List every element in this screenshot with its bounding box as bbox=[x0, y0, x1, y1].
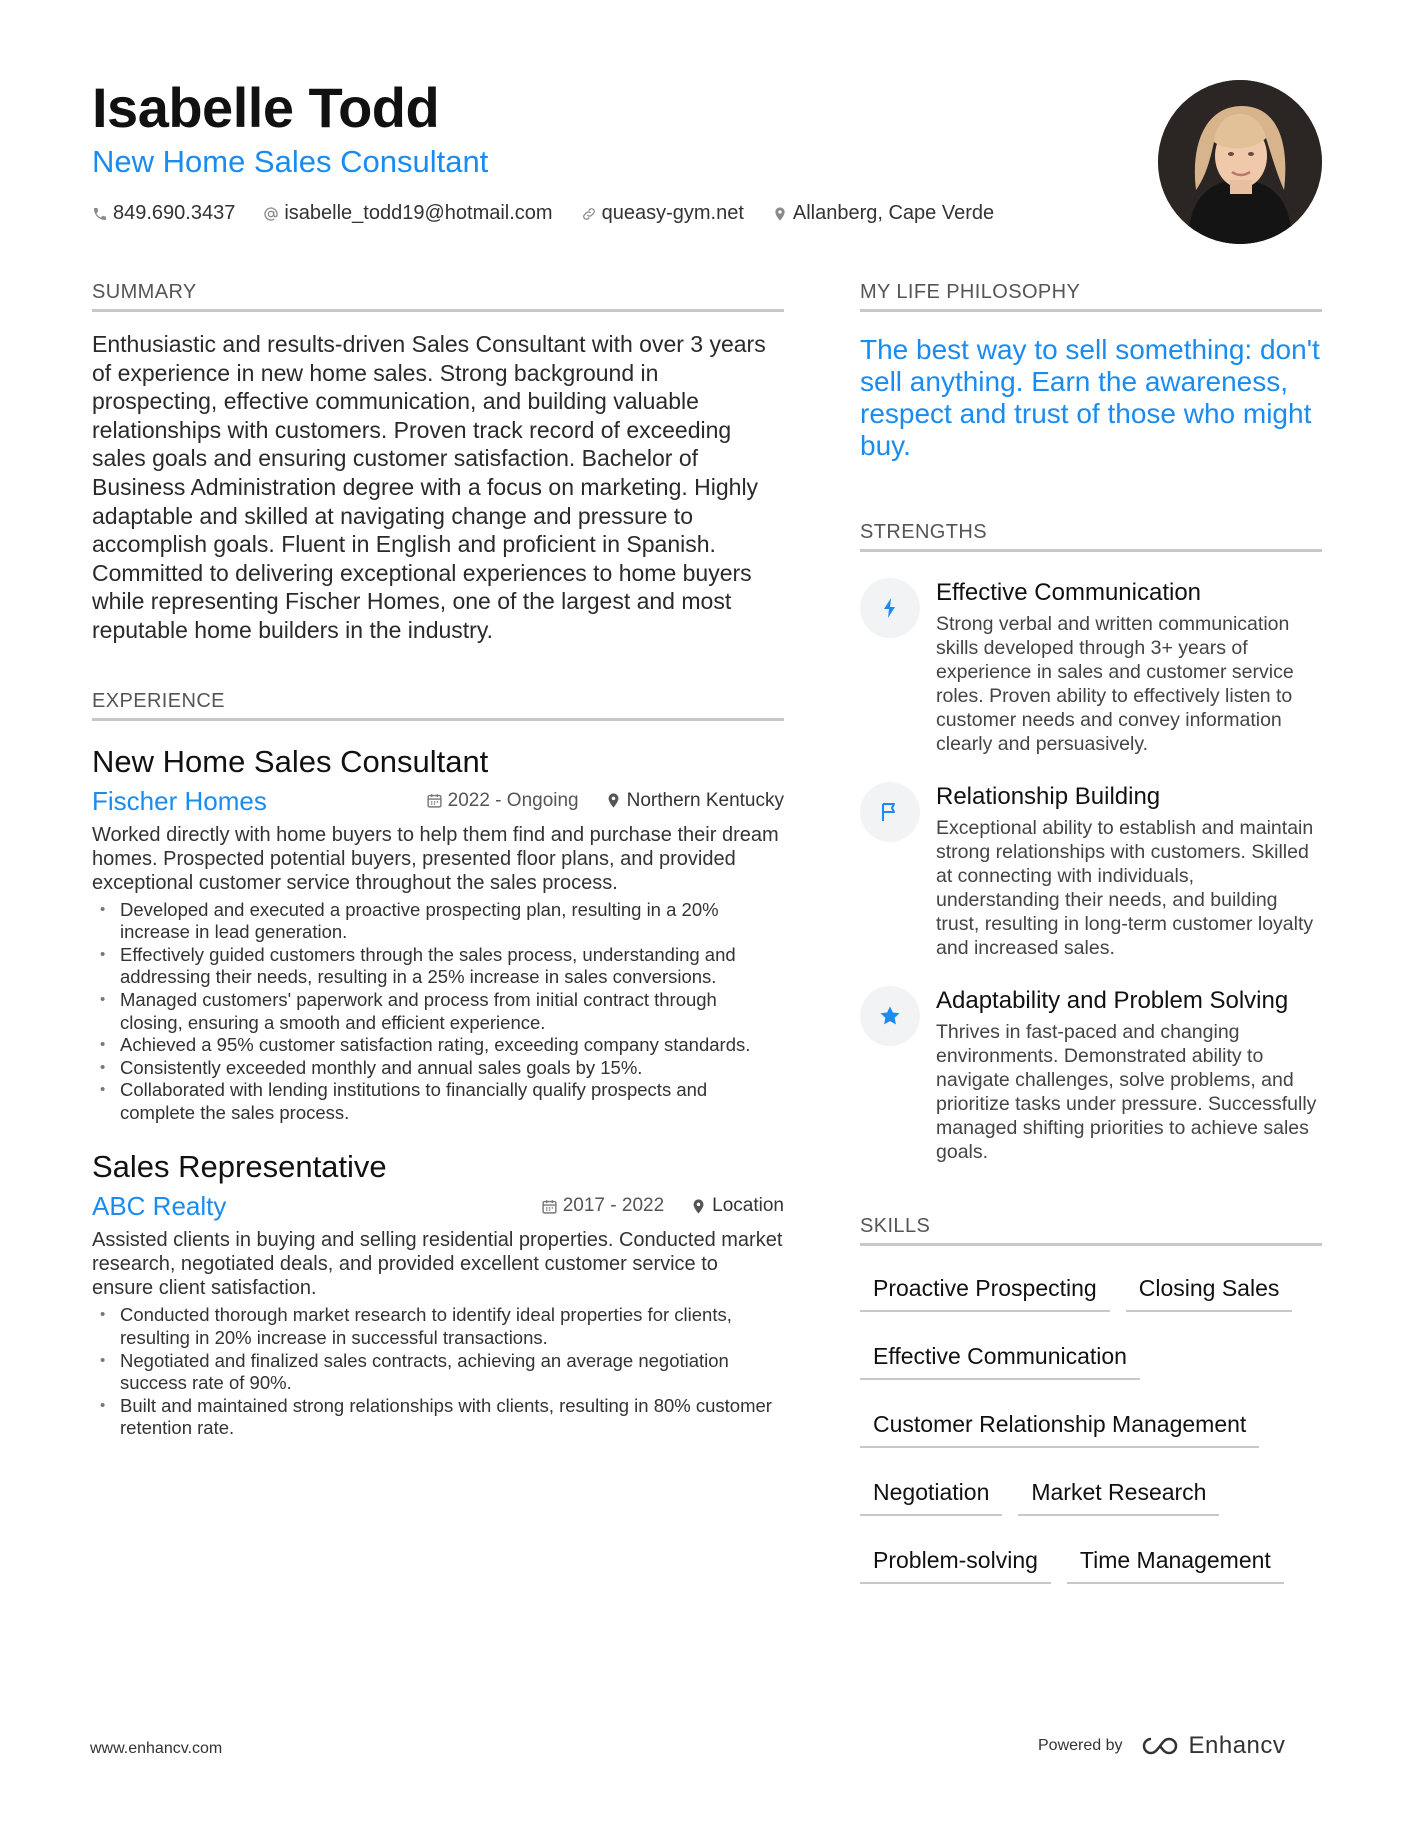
resume-header bbox=[92, 76, 1152, 246]
job-meta-row bbox=[92, 1190, 784, 1222]
philosophy-heading: MY LIFE PHILOSOPHY bbox=[860, 280, 1322, 312]
job-location bbox=[690, 1195, 784, 1217]
achievement-item: • Developed and executed a proactive prospecting plan, resulting in a 20% increase in lead generation. bbox=[92, 899, 784, 944]
strength-body bbox=[936, 782, 1322, 960]
achievement-item: • Managed customers' paperwork and process from initial contract through closing, ensuring a smooth and efficient experience. bbox=[92, 989, 784, 1034]
footer-branding bbox=[1038, 1732, 1285, 1760]
avatar bbox=[1158, 80, 1322, 244]
summary-text: Enthusiastic and results-driven Sales Consultant with over 3 years of experience in new home sales. Strong background in prospecting, effective communication, and building valuable relationships with customers. Proven track record of exceeding sales goals and ensuring customer satisfaction. Bachelor of Business Administration degree with a focus on marketing. Highly adaptable and skilled at navigating change and pressure to accomplish goals. Fluent in English and proficient in Spanish. Committed to delivering exceptional experiences to home buyers while representing Fischer Homes, one of the largest and most reputable home builders in the industry. bbox=[92, 331, 766, 643]
strength-item-communication bbox=[860, 578, 1322, 756]
job-description: Assisted clients in buying and selling residential properties. Conducted market research, negotiated deals, and provided excellent customer service to ensure client satisfaction. bbox=[92, 1229, 783, 1300]
link-icon bbox=[581, 206, 597, 222]
strength-description: Thrives in fast-paced and changing environments. Demonstrated ability to navigate challenges, solve problems, and prioritize tasks under pressure. Successfully managed shifting priorities to achieve sales goals. bbox=[936, 1021, 1317, 1163]
experience-heading: EXPERIENCE bbox=[92, 689, 784, 721]
skill-tag: Customer Relationship Management bbox=[860, 1400, 1259, 1448]
achievement-item: • Consistently exceeded monthly and annual sales goals by 15%. bbox=[92, 1057, 784, 1080]
contact-row bbox=[92, 202, 1152, 225]
website-text: queasy-gym.net bbox=[601, 202, 744, 224]
achievement-item: • Achieved a 95% customer satisfaction rating, exceeding company standards. bbox=[92, 1034, 784, 1057]
job-title: New Home Sales Consultant bbox=[92, 743, 489, 779]
philosophy-quote: The best way to sell something: don't sell anything. Earn the awareness, respect and trust of those who might buy. bbox=[860, 334, 1320, 461]
skill-tag: Problem-solving bbox=[860, 1536, 1051, 1584]
candidate-role: New Home Sales Consultant bbox=[92, 144, 489, 179]
achievement-item: • Collaborated with lending institutions to financially qualify prospects and complete the sales process. bbox=[92, 1079, 784, 1124]
strength-item-adaptability bbox=[860, 986, 1322, 1164]
location-text: Allanberg, Cape Verde bbox=[792, 202, 995, 224]
skill-tag: Negotiation bbox=[860, 1468, 1002, 1516]
company-name: ABC Realty bbox=[92, 1191, 227, 1222]
experience-entry-2 bbox=[92, 1148, 784, 1440]
strength-body bbox=[936, 578, 1322, 756]
location-text: Northern Kentucky bbox=[626, 789, 784, 811]
strength-icon-badge bbox=[860, 782, 920, 842]
star-icon bbox=[878, 1004, 902, 1028]
location-pin-icon bbox=[605, 792, 622, 809]
skills-list bbox=[860, 1264, 1322, 1604]
company-name: Fischer Homes bbox=[92, 785, 267, 816]
summary-heading: SUMMARY bbox=[92, 280, 784, 312]
job-achievements bbox=[92, 899, 784, 1125]
dates-text: 2022 - Ongoing bbox=[447, 789, 579, 811]
strength-body bbox=[936, 986, 1322, 1164]
strength-title: Relationship Building bbox=[936, 783, 1161, 810]
contact-website[interactable] bbox=[581, 202, 744, 225]
job-dates bbox=[541, 1195, 664, 1217]
contact-location bbox=[772, 202, 994, 225]
achievement-item: • Conducted thorough market research to identify ideal properties for clients, resulting in 20% increase in successful transactions. bbox=[92, 1304, 784, 1349]
flag-icon bbox=[878, 800, 902, 824]
calendar-icon bbox=[426, 792, 443, 809]
location-text: Location bbox=[712, 1195, 784, 1217]
strength-title: Adaptability and Problem Solving bbox=[936, 987, 1289, 1014]
calendar-icon bbox=[541, 1198, 558, 1215]
strength-description: Strong verbal and written communication skills developed through 3+ years of experience in sales and customer service roles. Proven ability to effectively listen to customer needs and convey information clearly and persuasively. bbox=[936, 613, 1294, 755]
brand-name: Enhancv bbox=[1188, 1732, 1286, 1759]
enhancv-logo-icon bbox=[1137, 1734, 1183, 1758]
strengths-heading: STRENGTHS bbox=[860, 520, 1322, 552]
achievement-item: • Negotiated and finalized sales contracts, achieving an average negotiation success rate of 90%. bbox=[92, 1350, 784, 1395]
strength-title: Effective Communication bbox=[936, 579, 1202, 606]
strength-icon-badge bbox=[860, 986, 920, 1046]
skill-tag: Proactive Prospecting bbox=[860, 1264, 1110, 1312]
achievement-item: • Built and maintained strong relationships with clients, resulting in 80% customer retention rate. bbox=[92, 1395, 784, 1440]
phone-text: 849.690.3437 bbox=[113, 202, 236, 224]
contact-phone bbox=[92, 202, 235, 225]
job-description: Worked directly with home buyers to help them find and purchase their dream homes. Prospected potential buyers, presented floor plans, and provided exceptional customer service throughout the sales process. bbox=[92, 823, 779, 894]
job-title: Sales Representative bbox=[92, 1149, 387, 1185]
achievement-item: • Effectively guided customers through the sales process, understanding and addressing their needs, resulting in a 25% increase in sales conversions. bbox=[92, 944, 784, 989]
lightning-icon bbox=[878, 596, 902, 620]
dates-text: 2017 - 2022 bbox=[562, 1195, 665, 1217]
location-pin-icon bbox=[772, 206, 788, 222]
skills-heading: SKILLS bbox=[860, 1214, 1322, 1246]
experience-entry-1 bbox=[92, 743, 784, 1125]
strength-description: Exceptional ability to establish and maintain strong relationships with customers. Skilled at connecting with individuals, understanding their needs, and building trust, resulting in long-term customer loyalty and increased sales. bbox=[936, 817, 1314, 959]
footer-website[interactable]: www.enhancv.com bbox=[90, 1740, 223, 1757]
avatar-portrait bbox=[1158, 80, 1322, 244]
job-meta-row bbox=[92, 785, 784, 817]
right-column bbox=[860, 280, 1322, 1604]
skill-tag: Time Management bbox=[1067, 1536, 1284, 1584]
job-dates bbox=[426, 790, 579, 812]
powered-by-label: Powered by bbox=[1038, 1737, 1123, 1754]
strength-icon-badge bbox=[860, 578, 920, 638]
at-icon bbox=[263, 206, 279, 222]
skill-tag: Closing Sales bbox=[1126, 1264, 1293, 1312]
candidate-name: Isabelle Todd bbox=[92, 76, 440, 139]
phone-icon bbox=[92, 206, 108, 222]
left-column bbox=[92, 280, 784, 1440]
skill-tag: Market Research bbox=[1018, 1468, 1219, 1516]
contact-email[interactable] bbox=[263, 202, 552, 225]
email-text: isabelle_todd19@hotmail.com bbox=[284, 202, 553, 224]
job-location bbox=[605, 790, 784, 812]
brand-logo[interactable] bbox=[1137, 1732, 1286, 1760]
job-achievements bbox=[92, 1304, 784, 1440]
skill-tag: Effective Communication bbox=[860, 1332, 1140, 1380]
location-pin-icon bbox=[690, 1198, 707, 1215]
strength-item-relationship bbox=[860, 782, 1322, 960]
